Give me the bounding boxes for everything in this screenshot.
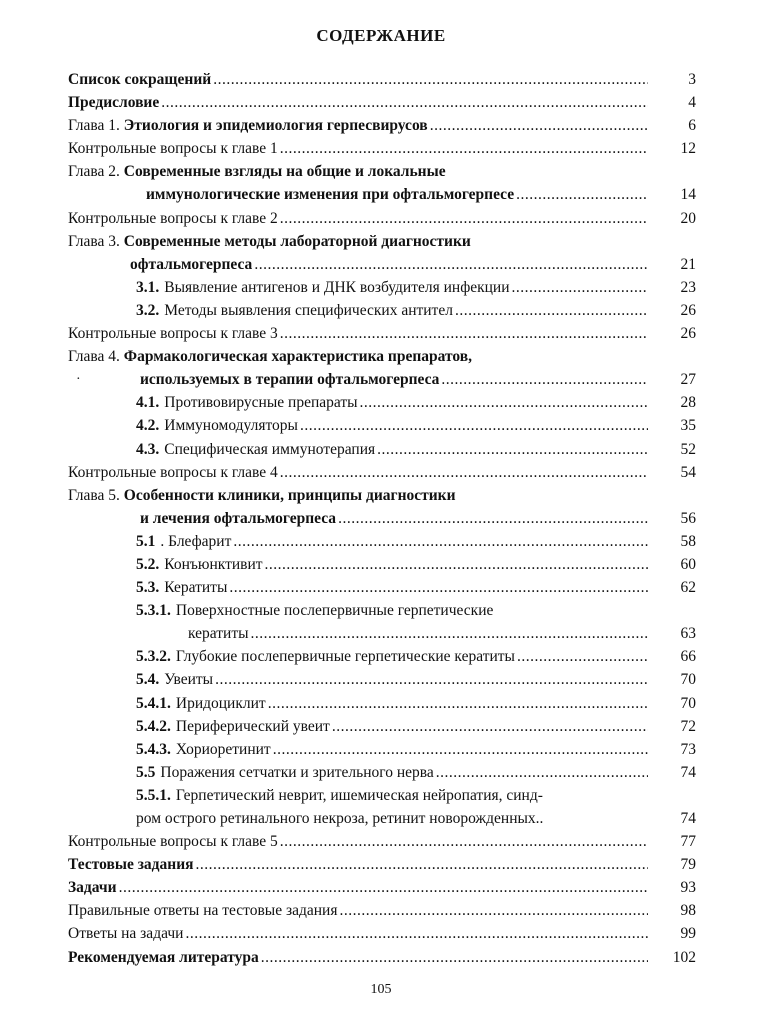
entry-page-number: 99: [680, 925, 696, 943]
toc-entry: [68, 230, 696, 253]
dot-leader: [360, 391, 648, 414]
entry-title: . Блефарит: [160, 532, 232, 550]
entry-page-number: 54: [680, 463, 696, 481]
toc-entry-text: [68, 784, 648, 807]
toc-entry-text: [68, 160, 648, 183]
toc-entry-text: [68, 899, 648, 922]
toc-entry: [68, 91, 696, 114]
section-number: 5.4.3.: [136, 740, 171, 758]
entry-title: Контрольные вопросы к главе 5: [68, 833, 278, 851]
toc-entry: [68, 715, 696, 738]
toc-entry-text: [68, 368, 648, 391]
toc-entry-text: [68, 761, 648, 784]
dot-leader: [512, 276, 648, 299]
entry-title: Хориоретинит: [175, 740, 271, 758]
entry-title: Герпетический неврит, ишемическая нейропатия, синд-: [175, 786, 543, 804]
toc-entry-text: [68, 207, 648, 230]
entry-title: Тестовые задания: [68, 856, 194, 874]
toc-entry-text: [68, 345, 648, 368]
entry-title: Задачи: [68, 879, 117, 897]
toc-entry: [68, 207, 696, 230]
entry-title: кератиты: [188, 625, 249, 643]
section-number: 5.4.1.: [136, 694, 171, 712]
toc-entry-text: [68, 484, 648, 507]
entry-page-number: 56: [680, 509, 696, 527]
section-number: 5.3.2.: [136, 648, 171, 666]
section-number: 5.3.: [136, 579, 160, 597]
entry-page-number: 93: [680, 879, 696, 897]
entry-page-number: 70: [680, 671, 696, 689]
toc-entry: [68, 530, 696, 553]
entry-page-number: 58: [680, 532, 696, 550]
toc-entry-text: [68, 738, 648, 761]
dot-leader: [185, 922, 648, 945]
entry-title: офтальмогерпеса: [130, 255, 253, 273]
entry-page-number: 98: [680, 902, 696, 920]
dot-leader: [215, 668, 648, 691]
section-number: 5.1: [136, 532, 156, 550]
toc-entry-text: [68, 253, 648, 276]
entry-page-number: 21: [680, 255, 696, 273]
entry-title: иммунологические изменения при офтальмогерпесе: [146, 186, 515, 204]
entry-page-number: 28: [680, 394, 696, 412]
dot-leader: [273, 738, 648, 761]
entry-title: Список сокращений: [68, 71, 212, 88]
toc-entry-text: [68, 276, 648, 299]
toc-entry-text: [68, 853, 648, 876]
entry-page-number: 74: [680, 810, 696, 827]
toc-entry-text: [68, 391, 648, 414]
entry-page-number: 23: [680, 278, 696, 296]
entry-title: Предисловие: [68, 94, 160, 112]
entry-title: используемых в терапии офтальмогерпеса: [140, 371, 440, 389]
dot-leader: [196, 853, 648, 876]
toc-entry: [68, 599, 696, 622]
section-number: 4.1.: [136, 394, 160, 412]
toc-entry-text: [68, 299, 648, 322]
section-number: 3.2.: [136, 301, 160, 319]
entry-title: Глубокие послепервичные герпетические кератиты: [175, 648, 515, 666]
entry-title: Контрольные вопросы к главе 2: [68, 209, 278, 227]
toc-entry: [68, 899, 696, 922]
toc-entry: [68, 807, 696, 830]
dot-leader: [280, 137, 648, 160]
entry-title: Иридоциклит: [175, 694, 266, 712]
entry-title: Методы выявления специфических антител: [164, 301, 453, 319]
toc-entry-text: [68, 68, 648, 91]
entry-title: Современные методы лабораторной диагностики: [123, 232, 471, 250]
entry-title: Контрольные вопросы к главе 1: [68, 140, 278, 158]
section-number: 5.3.1.: [136, 602, 171, 620]
toc-entry-text: [68, 137, 648, 160]
chapter-prefix: Глава 3.: [68, 232, 124, 250]
toc-entry: [68, 68, 696, 91]
toc-entry: [68, 692, 696, 715]
toc-entry: [68, 461, 696, 484]
dot-leader: [161, 91, 648, 114]
toc-entry: [68, 946, 696, 969]
section-number: 4.2.: [136, 417, 160, 435]
section-number: 3.1.: [136, 278, 160, 296]
entry-page-number: 12: [680, 140, 696, 158]
section-number: 4.3.: [136, 440, 160, 458]
section-number: 5.2.: [136, 555, 160, 573]
entry-title: Контрольные вопросы к главе 3: [68, 325, 278, 343]
entry-page-number: 77: [680, 833, 696, 851]
entry-page-number: 73: [680, 740, 696, 758]
toc-entry-text: [68, 876, 648, 899]
entry-title: и лечения офтальмогерпеса: [140, 509, 337, 527]
entry-page-number: 26: [680, 301, 696, 319]
entry-title: Рекомендуемая литература: [68, 948, 259, 966]
dot-leader: [338, 507, 648, 530]
toc-entry: [68, 322, 696, 345]
dot-leader: [455, 299, 648, 322]
chapter-prefix: Глава 1.: [68, 117, 124, 135]
toc-entry-text: [68, 414, 648, 437]
toc-entry-text: [68, 230, 648, 253]
entry-title: Иммуномодуляторы: [164, 417, 298, 435]
entry-page-number: 79: [680, 856, 696, 874]
toc-entry: [68, 761, 696, 784]
section-number: 5.4.: [136, 671, 160, 689]
toc-entry-text: [68, 91, 648, 114]
toc-entry-text: [68, 576, 648, 599]
toc-entry: [68, 645, 696, 668]
entry-page-number: 72: [680, 717, 696, 735]
entry-title: Увеиты: [164, 671, 214, 689]
toc-entry-text: [68, 530, 648, 553]
entry-title: ром острого ретинального некроза, ретинит новорожденных..: [136, 810, 544, 827]
entry-title: Специфическая иммунотерапия: [164, 440, 376, 458]
dot-leader: [233, 530, 648, 553]
entry-title: Противовирусные препараты: [164, 394, 358, 412]
toc-entry-text: [68, 622, 648, 645]
dot-leader: [251, 622, 648, 645]
entry-page-number: 74: [680, 763, 696, 781]
dot-leader: [261, 946, 648, 969]
entry-page-number: 3: [688, 71, 696, 88]
entry-title: Конъюнктивит: [164, 555, 263, 573]
toc-entry: [68, 438, 696, 461]
entry-title: Выявление антигенов и ДНК возбудителя инфекции: [164, 278, 510, 296]
entry-page-number: 52: [680, 440, 696, 458]
toc-entry: [68, 137, 696, 160]
bullet-mark: ·: [76, 372, 81, 388]
toc-entry: [68, 853, 696, 876]
entry-page-number: 27: [680, 371, 696, 389]
toc-entry-text: [68, 692, 648, 715]
entry-title: Этиология и эпидемиология герпесвирусов: [123, 117, 428, 135]
toc-entry: [68, 160, 696, 183]
toc-entry-text: [68, 668, 648, 691]
entry-title: Поверхностные послепервичные герпетические: [175, 602, 494, 620]
toc-entry-text: [68, 946, 648, 969]
toc-entry: [68, 276, 696, 299]
entry-title: Современные взгляды на общие и локальные: [123, 163, 446, 181]
toc-entry: [68, 183, 696, 206]
dot-leader: [280, 830, 648, 853]
toc-entry-text: [68, 807, 648, 830]
section-number: 5.4.2.: [136, 717, 171, 735]
dot-leader: [280, 207, 648, 230]
entry-page-number: 6: [688, 117, 696, 135]
entry-page-number: 63: [680, 625, 696, 643]
toc-entry: [68, 368, 696, 391]
entry-title: Периферический увеит: [175, 717, 330, 735]
toc-entry: [68, 507, 696, 530]
toc-entry-text: [68, 922, 648, 945]
dot-leader: [377, 438, 648, 461]
page-number: 105: [370, 982, 392, 997]
dot-leader: [280, 461, 648, 484]
entry-page-number: 102: [672, 948, 696, 966]
dot-leader: [436, 761, 648, 784]
dot-leader: [254, 253, 648, 276]
toc-entry: [68, 345, 696, 368]
page-title: СОДЕРЖАНИЕ: [316, 26, 446, 45]
dot-leader: [300, 414, 648, 437]
section-number: 5.5.1.: [136, 786, 171, 804]
dot-leader: [119, 876, 648, 899]
toc-entry: [68, 553, 696, 576]
toc-entry-text: [68, 438, 648, 461]
entry-page-number: 35: [680, 417, 696, 435]
toc-entry: [68, 922, 696, 945]
chapter-prefix: Глава 2.: [68, 163, 124, 181]
toc-entry: [68, 299, 696, 322]
toc-entry: [68, 622, 696, 645]
dot-leader: [339, 899, 648, 922]
toc-entry-text: [68, 715, 648, 738]
toc-entry-text: [68, 322, 648, 345]
dot-leader: [517, 645, 648, 668]
entry-title: Контрольные вопросы к главе 4: [68, 463, 278, 481]
chapter-prefix: Глава 4.: [68, 348, 124, 366]
toc-entry: [68, 391, 696, 414]
toc-entry: [68, 668, 696, 691]
dot-leader: [332, 715, 648, 738]
toc-entry: [68, 876, 696, 899]
toc-entry: [68, 253, 696, 276]
entry-page-number: 66: [680, 648, 696, 666]
dot-leader: [265, 553, 648, 576]
dot-leader: [516, 183, 648, 206]
toc-entry: [68, 414, 696, 437]
entry-page-number: 62: [680, 579, 696, 597]
entry-title: Кератиты: [164, 579, 228, 597]
toc-entry-text: [68, 114, 648, 137]
dot-leader: [430, 114, 648, 137]
toc-entry-text: [68, 830, 648, 853]
dot-leader: [280, 322, 648, 345]
dot-leader: [213, 68, 648, 91]
toc-entry: [68, 484, 696, 507]
entry-page-number: 70: [680, 694, 696, 712]
dot-leader: [268, 692, 648, 715]
toc-entry-text: [68, 183, 648, 206]
entry-title: Особенности клиники, принципы диагностики: [123, 486, 456, 504]
section-number: 5.5: [136, 763, 156, 781]
entry-page-number: 26: [680, 325, 696, 343]
toc-entry-text: [68, 599, 648, 622]
entry-title: Поражения сетчатки и зрительного нерва: [160, 763, 434, 781]
toc-entry: [68, 738, 696, 761]
entry-title: Фармакологическая характеристика препаратов,: [123, 348, 473, 366]
toc-entry: [68, 114, 696, 137]
entry-page-number: 20: [680, 209, 696, 227]
entry-title: Ответы на задачи: [68, 925, 184, 943]
toc-entry: [68, 830, 696, 853]
chapter-prefix: Глава 5.: [68, 486, 124, 504]
toc-entry-text: [68, 507, 648, 530]
entry-page-number: 4: [688, 94, 696, 112]
toc-entry: [68, 576, 696, 599]
entry-page-number: 14: [680, 186, 696, 204]
entry-page-number: 60: [680, 555, 696, 573]
dot-leader: [441, 368, 648, 391]
toc-entry-text: [68, 553, 648, 576]
toc-entry-text: [68, 461, 648, 484]
dot-leader: [229, 576, 648, 599]
toc-entry: [68, 784, 696, 807]
entry-title: Правильные ответы на тестовые задания: [68, 902, 338, 920]
table-of-contents: [68, 68, 696, 969]
toc-entry-text: [68, 645, 648, 668]
